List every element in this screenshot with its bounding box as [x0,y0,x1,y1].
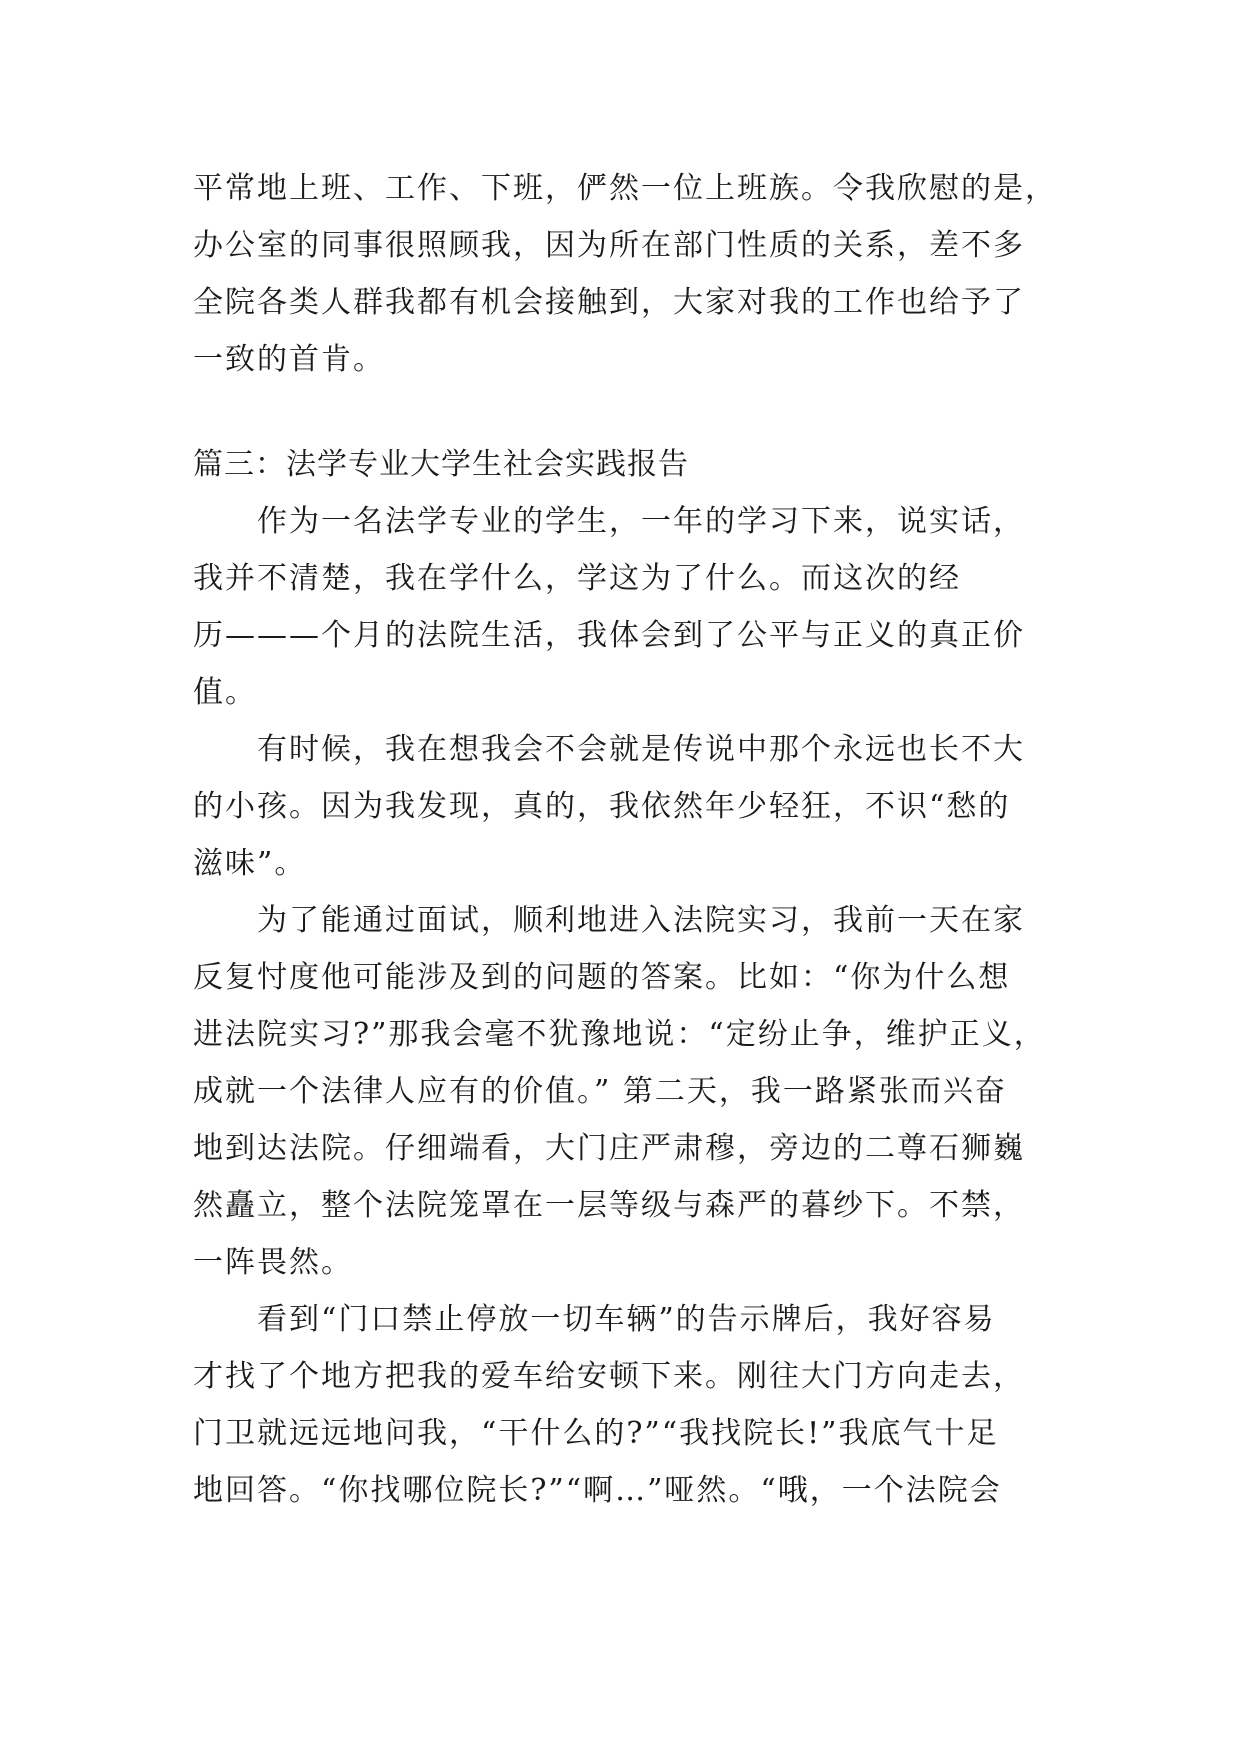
text-line: 值。 [193,675,257,710]
text-line: 门卫就远远地问我，“干什么的?”“我找院长!”我底气十足 [193,1416,999,1451]
section-gap [193,388,1053,436]
text-line: 看到“门口禁止停放一切车辆”的告示牌后，我好容易 [257,1302,996,1337]
text-line: 我并不清楚，我在学什么，学这为了什么。而这次的经 [193,561,961,596]
paragraph-3 [193,892,1053,1291]
paragraph-4 [193,1291,1053,1519]
text-line: 一致的首肯。 [193,342,385,377]
text-line: 全院各类人群我都有机会接触到，大家对我的工作也给予了 [193,285,1025,320]
paragraph-1 [193,493,1053,721]
text-line: 为了能通过面试，顺利地进入法院实习，我前一天在家 [257,903,1025,938]
text-line: 作为一名法学专业的学生，一年的学习下来，说实话， [257,504,1025,539]
text-line: 平常地上班、工作、下班，俨然一位上班族。令我欣慰的是， [193,171,1057,206]
text-line: 滋味”。 [193,846,307,881]
text-line: 办公室的同事很照顾我，因为所在部门性质的关系，差不多 [193,228,1025,263]
text-line: 一阵畏然。 [193,1245,353,1280]
text-line: 反复忖度他可能涉及到的问题的答案。比如：“你为什么想 [193,960,1011,995]
text-line: 的小孩。因为我发现，真的，我依然年少轻狂，不识“愁的 [193,789,1011,824]
text-line: 然矗立，整个法院笼罩在一层等级与森严的暮纱下。不禁， [193,1188,1025,1223]
text-line: 有时候，我在想我会不会就是传说中那个永远也长不大 [257,732,1025,767]
text-line: 进法院实习?”那我会毫不犹豫地说：“定纷止争，维护正义， [193,1017,1046,1052]
paragraph-2 [193,721,1053,892]
text-line: 历———个月的法院生活，我体会到了公平与正义的真正价 [193,618,1025,653]
text-line: 成就一个法律人应有的价值。” 第二天，我一路紧张而兴奋 [193,1074,1007,1109]
intro-paragraph [193,160,1057,388]
text-line: 才找了个地方把我的爱车给安顿下来。刚往大门方向走去， [193,1359,1025,1394]
document-page [193,160,1057,1519]
text-line: 地到达法院。仔细端看，大门庄严肃穆，旁边的二尊石狮巍 [193,1131,1025,1166]
section-title: 篇三：法学专业大学生社会实践报告 [193,447,689,482]
text-line: 地回答。“你找哪位院长?”“啊…”哑然。“哦，一个法院会 [193,1473,1002,1508]
